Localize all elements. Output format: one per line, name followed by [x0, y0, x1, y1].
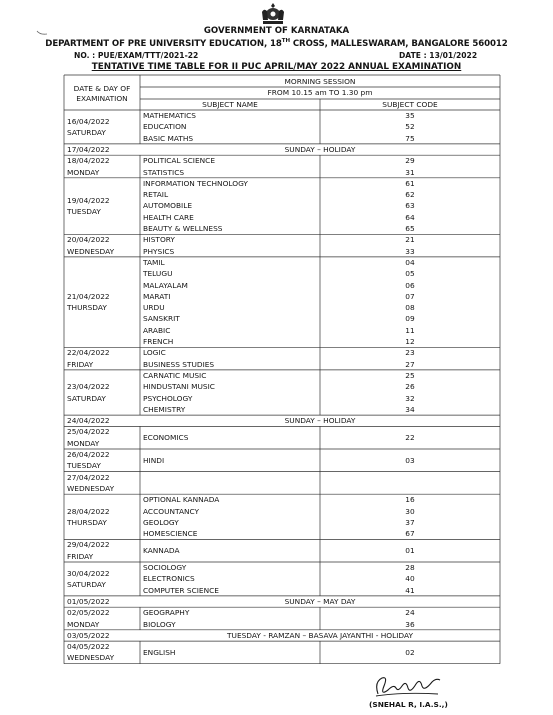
- subject-name: EDUCATION: [143, 122, 187, 132]
- row-day: FRIDAY: [67, 359, 94, 369]
- subject-name: BIOLOGY: [143, 619, 176, 629]
- subject-code: 04: [405, 257, 415, 267]
- row-date: 28/04/2022: [67, 506, 110, 516]
- row-date: 03/05/2022: [67, 630, 110, 640]
- subject-name: STATISTICS: [143, 167, 185, 177]
- subject-code: 64: [405, 212, 415, 222]
- subject-code: 07: [405, 291, 415, 301]
- subject-name: AUTOMOBILE: [143, 201, 193, 211]
- subject-name: ELECTRONICS: [143, 574, 195, 584]
- row-day: FRIDAY: [67, 551, 94, 561]
- subject-code: 11: [405, 325, 415, 335]
- header-session: MORNING SESSION: [284, 77, 356, 86]
- subject-code: 36: [405, 619, 415, 629]
- timetable-title-text: TENTATIVE TIME TABLE FOR II PUC APRIL/MAY 2022 ANNUAL EXAMINATION: [91, 62, 462, 72]
- header-date-day-line1: DATE & DAY OF: [73, 84, 131, 93]
- subject-name: SOCIOLOGY: [143, 563, 187, 572]
- row-date: 25/04/2022: [67, 427, 110, 437]
- subject-name: INFORMATION TECHNOLOGY: [143, 178, 248, 188]
- subject-code: 33: [405, 246, 415, 256]
- subject-name: ENGLISH: [143, 647, 176, 657]
- row-date: 23/04/2022: [67, 382, 110, 392]
- subject-name: TAMIL: [143, 257, 165, 267]
- subject-name: COMPUTER SCIENCE: [143, 585, 219, 595]
- subject-code: 61: [405, 178, 415, 188]
- subject-name: GEOLOGY: [143, 517, 179, 527]
- row-date: 01/05/2022: [67, 596, 110, 606]
- row-day: THURSDAY: [67, 517, 107, 527]
- row-day: WEDNESDAY: [67, 483, 115, 493]
- subject-code: 31: [405, 167, 415, 177]
- row-date: 16/04/2022: [67, 116, 110, 126]
- subject-name: MATHEMATICS: [143, 111, 197, 120]
- timetable-title: [0, 62, 553, 72]
- row-day: WEDNESDAY: [67, 653, 115, 663]
- subject-code: 41: [405, 585, 415, 595]
- department-heading: [0, 38, 553, 49]
- subject-name: CARNATIC MUSIC: [143, 370, 207, 380]
- subject-code: 34: [405, 404, 415, 414]
- row-day: TUESDAY: [67, 207, 101, 217]
- holiday-label: TUESDAY - RAMZAN – BASAVA JAYANTHI - HOLIDAY: [227, 630, 413, 640]
- subject-name: ACCOUNTANCY: [143, 506, 200, 516]
- holiday-label: SUNDAY – MAY DAY: [284, 596, 356, 606]
- subject-code: 02: [405, 647, 415, 657]
- row-date: 17/04/2022: [67, 144, 110, 154]
- subject-name: HEALTH CARE: [143, 212, 194, 222]
- subject-code: 75: [405, 133, 415, 143]
- subject-code: 12: [405, 337, 415, 346]
- subject-code: 03: [405, 455, 415, 465]
- reference-number: NO. : PUE/EXAM/TTT/2021-22: [74, 51, 199, 60]
- row-date: 02/05/2022: [67, 608, 110, 618]
- department-text-pre: DEPARTMENT OF PRE UNIVERSITY EDUCATION, 18: [45, 38, 282, 49]
- subject-code: 40: [405, 574, 415, 584]
- subject-code: 08: [405, 303, 415, 313]
- subject-code: 26: [405, 382, 415, 392]
- subject-name: FRENCH: [143, 337, 174, 346]
- row-date: 27/04/2022: [67, 472, 110, 482]
- subject-code: 05: [405, 269, 415, 279]
- subject-code: 24: [405, 608, 415, 618]
- subject-name: LOGIC: [143, 348, 166, 358]
- subject-name: HOMESCIENCE: [143, 529, 198, 539]
- row-date: 26/04/2022: [67, 450, 110, 459]
- row-day: SATURDAY: [67, 127, 106, 137]
- subject-code: 37: [405, 517, 415, 527]
- subject-name: CHEMISTRY: [143, 404, 186, 414]
- row-date: 24/04/2022: [67, 416, 110, 426]
- row-day: MONDAY: [67, 619, 100, 629]
- subject-code: 25: [405, 370, 415, 380]
- subject-code: 67: [405, 529, 415, 539]
- row-date: 04/05/2022: [67, 642, 110, 652]
- subject-code: 06: [405, 280, 415, 290]
- subject-name: MARATI: [143, 291, 171, 301]
- subject-code: 63: [405, 201, 415, 211]
- row-date: 21/04/2022: [67, 291, 110, 301]
- subject-code: 16: [405, 495, 415, 505]
- subject-name: PHYSICS: [143, 246, 175, 256]
- subject-name: RETAIL: [143, 190, 169, 200]
- circular-date: DATE : 13/01/2022: [399, 51, 478, 60]
- subject-name: SANSKRIT: [143, 314, 180, 324]
- row-date: 22/04/2022: [67, 348, 110, 358]
- subject-name: HINDUSTANI MUSIC: [143, 382, 215, 392]
- header-timing: FROM 10.15 am TO 1.30 pm: [267, 88, 373, 97]
- subject-name: TELUGU: [143, 269, 173, 279]
- row-date: 30/04/2022: [67, 568, 110, 578]
- subject-name: ECONOMICS: [143, 433, 189, 443]
- subject-name: OPTIONAL KANNADA: [143, 495, 220, 505]
- header-subject-name: SUBJECT NAME: [202, 100, 258, 109]
- subject-name: GEOGRAPHY: [143, 608, 190, 618]
- row-day: SATURDAY: [67, 393, 106, 403]
- row-date: 20/04/2022: [67, 235, 110, 245]
- row-day: WEDNESDAY: [67, 246, 115, 256]
- subject-name: POLITICAL SCIENCE: [143, 156, 216, 166]
- header-date-day-line2: EXAMINATION: [76, 94, 128, 103]
- subject-code: 27: [405, 359, 415, 369]
- subject-code: 28: [405, 563, 415, 572]
- government-heading: GOVERNMENT OF KARNATAKA: [203, 26, 350, 36]
- subject-name: BASIC MATHS: [143, 133, 194, 143]
- subject-name: MALAYALAM: [143, 280, 188, 290]
- subject-code: 21: [405, 235, 415, 245]
- department-text-post: CROSS, MALLESWARAM, BANGALORE 560012: [289, 38, 508, 49]
- row-date: 19/04/2022: [67, 195, 110, 205]
- holiday-label: SUNDAY – HOLIDAY: [284, 416, 356, 426]
- row-day: MONDAY: [67, 167, 100, 177]
- subject-code: 30: [405, 506, 415, 516]
- header-subject-code: SUBJECT CODE: [382, 100, 438, 109]
- signatory-name: (SNEHAL R, I.A.S.,): [369, 700, 448, 709]
- row-day: TUESDAY: [67, 461, 101, 471]
- row-day: THURSDAY: [67, 303, 107, 313]
- karnataka-emblem-icon: [259, 2, 287, 26]
- subject-code: 01: [405, 546, 415, 556]
- subject-code: 52: [405, 122, 415, 132]
- subject-name: URDU: [143, 303, 165, 313]
- subject-code: 29: [405, 156, 415, 166]
- subject-code: 22: [405, 433, 415, 443]
- holiday-label: SUNDAY – HOLIDAY: [284, 144, 356, 154]
- subject-code: 23: [405, 348, 415, 358]
- subject-name: BUSINESS STUDIES: [143, 359, 215, 369]
- department-text-sup: TH: [281, 38, 290, 44]
- subject-name: HISTORY: [143, 235, 175, 245]
- subject-code: 32: [405, 393, 415, 403]
- subject-code: 35: [405, 111, 415, 120]
- subject-name: ARABIC: [143, 325, 171, 335]
- signature-icon: [372, 672, 442, 700]
- subject-name: BEAUTY & WELLNESS: [143, 224, 223, 233]
- row-day: SATURDAY: [67, 579, 106, 589]
- subject-code: 65: [405, 224, 415, 233]
- subject-name: KANNADA: [143, 546, 180, 556]
- row-date: 18/04/2022: [67, 156, 110, 166]
- subject-name: PSYCHOLOGY: [143, 393, 193, 403]
- row-date: 29/04/2022: [67, 540, 110, 550]
- subject-code: 09: [405, 314, 415, 324]
- subject-name: HINDI: [143, 455, 165, 465]
- subject-code: 62: [405, 190, 415, 200]
- row-day: MONDAY: [67, 438, 100, 448]
